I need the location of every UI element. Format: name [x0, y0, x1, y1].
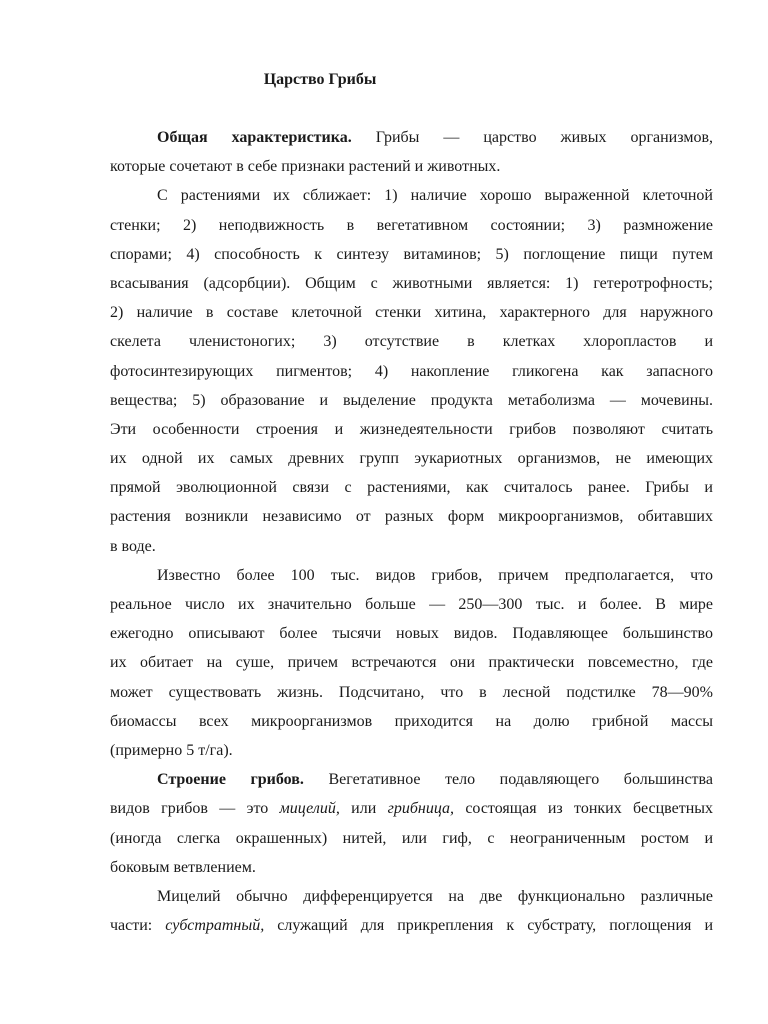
text-run: скелета членистоногих; 3) отсутствие в клетках хлоропластов и — [110, 333, 713, 351]
text-run: может существовать жизнь. Подсчитано, что в лесной подстилке 78—90% — [110, 683, 713, 701]
text-line — [110, 736, 713, 765]
italic-term: мицелий, — [279, 800, 340, 818]
text-line — [110, 415, 713, 444]
text-line — [110, 327, 713, 356]
text-run: Известно более 100 тыс. видов грибов, причем предполагается, что — [157, 566, 713, 584]
text-run: ежегодно описывают более тысячи новых видов. Подавляющее большинство — [110, 625, 713, 643]
text-run: (примерно 5 т/га). — [110, 741, 233, 759]
text-line — [110, 678, 713, 707]
text-run: Грибы — царство живых организмов, — [351, 129, 713, 146]
text-line — [110, 298, 713, 327]
text-run: боковым ветвлением. — [110, 858, 256, 876]
text-line — [110, 444, 713, 473]
text-run: в воде. — [110, 537, 156, 555]
text-line — [110, 911, 713, 940]
text-line — [110, 473, 713, 502]
text-run: состоящая из тонких бесцветных — [454, 800, 713, 818]
text-line — [110, 794, 713, 823]
italic-term: грибница, — [387, 800, 455, 818]
text-run: или — [339, 800, 388, 818]
text-run: (иногда слегка окрашенных) нитей, или гиф, с неограниченным ростом и — [110, 829, 713, 847]
text-run: их одной их самых древних групп эукариотных организмов, не имеющих — [110, 450, 713, 468]
document-title: Царство Грибы — [263, 71, 377, 88]
text-run: которые сочетают в себе признаки растений и животных. — [110, 158, 501, 176]
text-line — [110, 152, 713, 181]
bold-heading: Общая характеристика. — [157, 129, 352, 146]
text-run: служащий для прикрепления к субстрату, поглощения и — [264, 917, 713, 935]
text-line — [110, 619, 713, 648]
text-run: С растениями их сближает: 1) наличие хорошо выраженной клеточной — [157, 187, 713, 205]
text-line — [110, 561, 713, 590]
text-run: биомассы всех микроорганизмов приходится на долю грибной массы — [110, 712, 713, 730]
text-line — [110, 357, 713, 386]
text-run: Эти особенности строения и жизнедеятельности грибов позволяют считать — [110, 420, 713, 438]
text-line — [110, 240, 713, 269]
text-run: растения возникли независимо от разных форм микроорганизмов, обитавших — [110, 508, 713, 526]
text-run: реальное число их значительно больше — 250—300 тыс. и более. В мире — [110, 596, 713, 613]
text-run: вещества; 5) образование и выделение продукта метаболизма — мочевины. — [110, 391, 713, 409]
text-run: всасывания (адсорбции). Общим с животными является: 1) гетеротрофность; — [110, 274, 713, 292]
text-run: спорами; 4) способность к синтезу витаминов; 5) поглощение пищи путем — [110, 245, 713, 263]
bold-heading: Строение грибов. — [157, 771, 304, 789]
text-line — [110, 211, 713, 240]
text-line — [110, 824, 713, 853]
text-line — [110, 181, 713, 210]
text-line — [110, 269, 713, 298]
text-line — [110, 386, 713, 415]
text-run: видов грибов — это — [110, 800, 280, 818]
text-line — [110, 648, 713, 677]
text-run: 2) наличие в составе клеточной стенки хитина, характерного для наружного — [110, 304, 713, 322]
document-body — [110, 123, 713, 940]
text-run: Вегетативное тело подавляющего большинства — [303, 771, 713, 789]
text-line — [110, 853, 713, 882]
text-run: стенки; 2) неподвижность в вегетативном состоянии; 3) размножение — [110, 216, 713, 234]
text-line — [110, 502, 713, 531]
text-line — [110, 707, 713, 736]
text-line — [110, 532, 713, 561]
text-run: фотосинтезирующих пигментов; 4) накопление гликогена как запасного — [110, 362, 713, 380]
text-run: Мицелий обычно дифференцируется на две функционально различные — [157, 887, 713, 905]
text-run: прямой эволюционной связи с растениями, как считалось ранее. Грибы и — [110, 479, 713, 497]
text-run: их обитает на суше, причем встречаются они практически повсеместно, где — [110, 654, 713, 672]
text-line — [110, 123, 713, 152]
text-line — [110, 882, 713, 911]
text-line — [110, 765, 713, 794]
text-line — [110, 590, 713, 619]
italic-term: субстратный, — [165, 917, 265, 935]
text-run: части: — [110, 917, 166, 935]
